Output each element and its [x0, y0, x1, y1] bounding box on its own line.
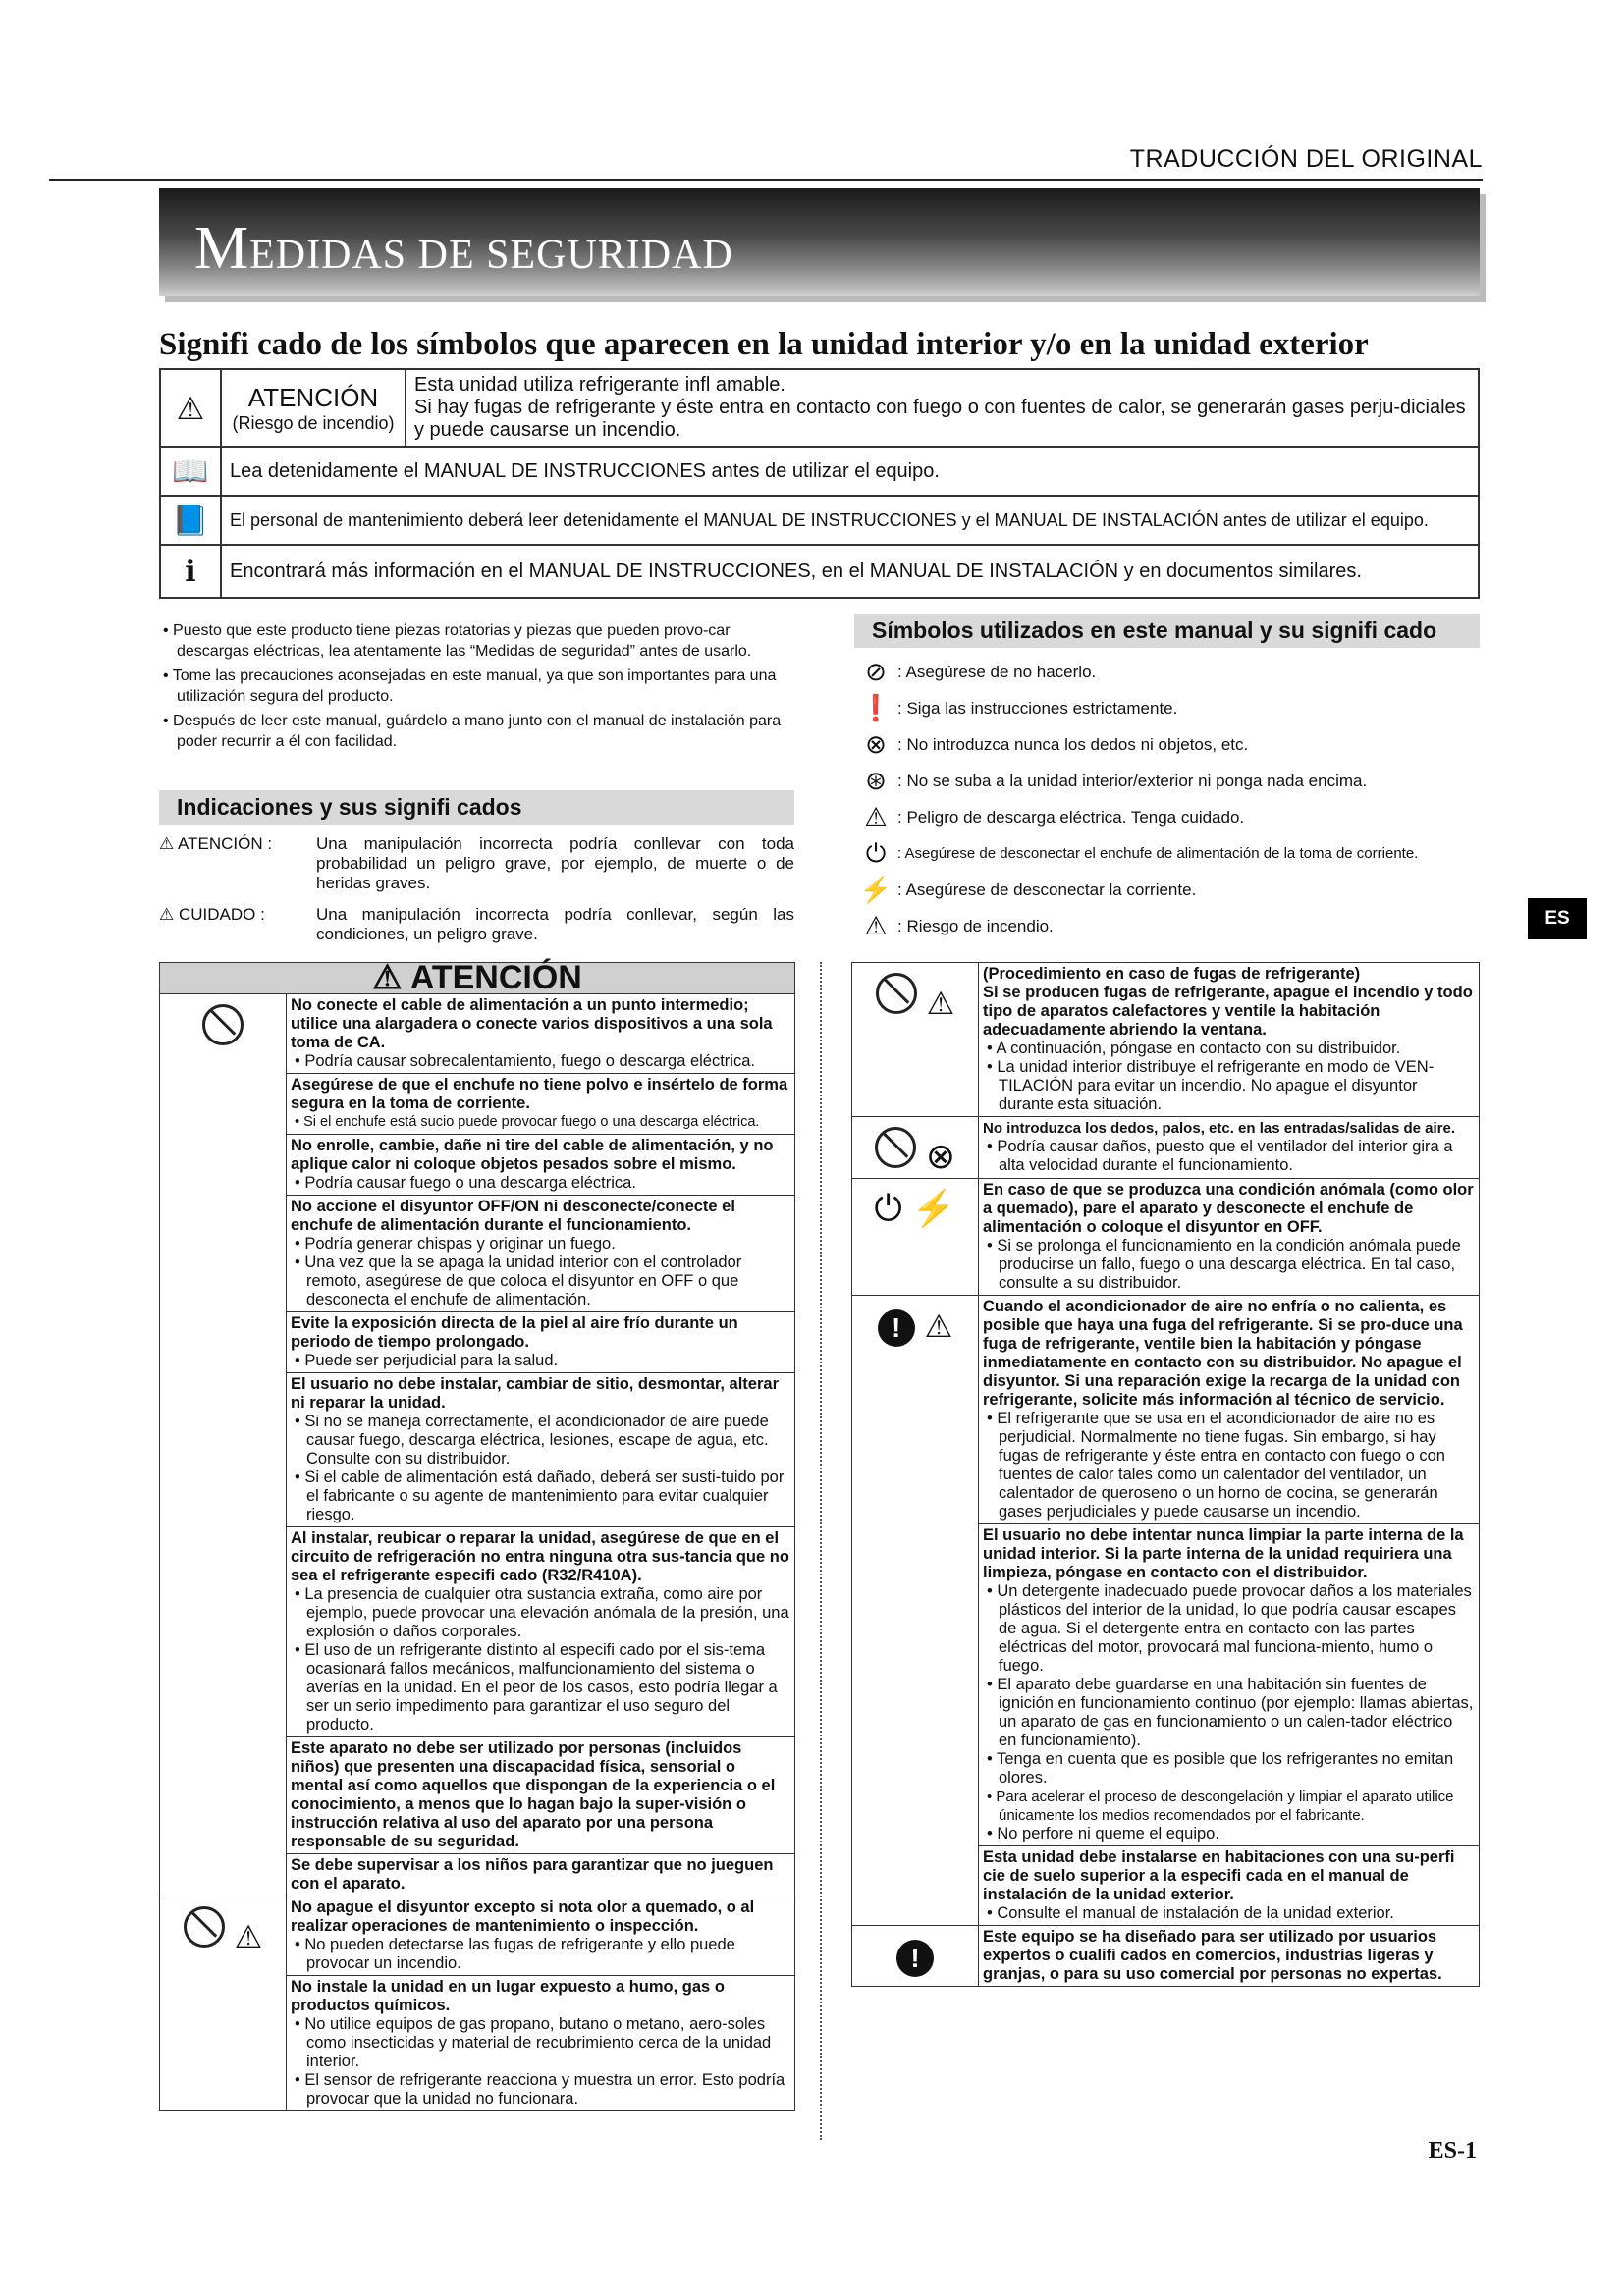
prohibited-fire-icons: ⚠ [160, 1896, 287, 2111]
row1-line2: Si hay fugas de refrigerante y éste entra en contacto con fuego o con fuentes de calor, se generarán gases perju-diciales y puede causarse un incendio. [414, 397, 1466, 441]
page-title: MEDIDAS DE SEGURIDAD [194, 215, 733, 282]
symbol-row: ⏻ : Asegúrese de desconectar el enchufe de alimentación de la toma de corriente. [854, 835, 1480, 872]
atencion-label: ATENCIÓN [247, 382, 379, 412]
bullet: • Tome las precauciones aconsejadas en este manual, ya que son importantes para una utilización segura del producto. [163, 667, 777, 705]
symbol-row: ⊗ : No introduzca nunca los dedos ni objetos, etc. [854, 726, 1480, 763]
row2-text: Lea detenidamente el MANUAL DE INSTRUCCIONES antes de utilizar el equipo. [221, 447, 1479, 496]
warning-item: Evite la exposición directa de la piel al aire frío durante un periodo de tiempo prolongado. • Puede ser perjudicial para la salud. [287, 1312, 795, 1373]
page-number: ES-1 [1428, 2138, 1477, 2163]
row1-line1: Esta unidad utiliza refrigerante infl amable. [414, 374, 785, 396]
header-rule [49, 179, 1483, 181]
mandatory-icon: ! [852, 1926, 979, 1987]
no-step-icon: ⊛ [865, 766, 887, 795]
riesgo-label: (Riesgo de incendio) [232, 412, 395, 433]
mandatory-icon: ❗ [859, 693, 893, 722]
manual-symbols-list [854, 654, 1480, 944]
unplug-disconnect-icons: ⏻ ⚡ [852, 1179, 979, 1296]
title-banner [159, 188, 1480, 296]
indications-title: Indicaciones y sus signifi cados [159, 790, 794, 825]
atencion-indicator: ⚠ ATENCIÓN : [159, 834, 273, 853]
bullet: • Puesto que este producto tiene piezas rotatorias y piezas que pueden provo-car descargas eléctricas, lea atentamente las “Medidas de seguridad” antes de usarlo. [163, 622, 752, 660]
warning-item: No conecte el cable de alimentación a un punto intermedio; utilice una alargadera o conecte varios dispositivos a una sola toma de CA. • Podría causar sobrecalentamiento, fuego o descarga eléctrica. [287, 994, 795, 1074]
warning-item: No instale la unidad en un lugar expuesto a humo, gas o productos químicos. • No utilice equipos de gas propano, butano o metano, aero-soles como insecticidas y material de recubrimiento cerca de la unidad interior. • El sensor de refrigerante reacciona y muestra un error. Esto podría provocar que la unidad no funcionara. [287, 1976, 795, 2111]
warning-item: Al instalar, reubicar o reparar la unidad, asegúrese de que en el circuito de refrigeración no entra ninguna otra sus-tancia que no sea el refrigerante especifi cado (R32/R410A). • La presencia de cualquier otra sustancia extraña, como aire por ejemplo, puede provocar una elevación anómala de la presión, una explosión o daños corporales. • El uso de un refrigerante distinto al especifi cado por el sis-tema ocasionará fallos mecánicos, malfuncionamiento del sistema o averías en la unidad. En el peor de los casos, esto podría llegar a ser un serio impedimento para garantizar el uso seguro del producto. [287, 1527, 795, 1737]
warning-item: No apague el disyuntor excepto si nota olor a quemado, o al realizar operaciones de mantenimiento o inspección. • No pueden detectarse las fugas de refrigerante y ello puede provocar un incendio. [287, 1896, 795, 1976]
prohibited-no-fingers-icons: ⊗ [852, 1117, 979, 1179]
symbol-row: ❗ : Siga las instrucciones estrictamente. [854, 690, 1480, 726]
fire-risk-icon: ⚠ [864, 911, 888, 940]
prohibited-icon: ⊘ [865, 657, 887, 686]
symbol-row: ⚡ : Asegúrese de desconectar la corriente. [854, 872, 1480, 908]
manual-icon: 📖 [160, 447, 221, 496]
mandatory-fire-icons: ! ⚠ [852, 1296, 979, 1926]
cuidado-desc: Una manipulación incorrecta podría conllevar, según las condiciones, un peligro grave. [316, 905, 794, 943]
indications-section [159, 790, 794, 944]
warning-item: Cuando el acondicionador de aire no enfría o no calienta, es posible que haya una fuga del refrigerante. Si se pro-duce una fuga de refrigerante, ventile bien la habitación y póngase inmediatamente en contacto con su distribuidor. No apague el disyuntor. Si una reparación exige la recarga de la unidad con refrigerante, solicite más información al técnico de servicio. • El refrigerante que se usa en el acondicionador de aire no es perjudicial. Normalmente no tiene fugas. Sin embargo, si hay fugas de refrigerante y éste entra en contacto con fuego o con fuentes de calor tales como un calentador del ventilador, un calentador de queroseno o un horno de cocina, se generarán gases perjudiciales y puede causarse un incendio. [979, 1296, 1480, 1524]
warning-item: No enrolle, cambie, dañe ni tire del cable de alimentación, y no aplique calor ni coloque objetos pesados sobre el mismo. • Podría causar fuego o una descarga eléctrica. [287, 1135, 795, 1196]
warning-item: El usuario no debe intentar nunca limpiar la parte interna de la unidad interior. Si la parte interna de la unidad requiriera una limpieza, póngase en contacto con el distribuidor. • Un detergente inadecuado puede provocar daños a los materiales plásticos del interior de la unidad, lo que podría causar escapes de agua. Si el detergente entra en contacto con las partes eléctricas del motor, provocará mal funciona-miento, humo o fuego. • El aparato debe guardarse en una habitación sin fuentes de ignición en funcionamiento continuo (por ejemplo: llamas abiertas, un aparato de gas en funcionamiento o un calen-tador eléctrico en funcionamiento). • Tenga en cuenta que es posible que los refrigerantes no emitan olores. • Para acelerar el proceso de descongelación y limpiar el aparato utilice únicamente los medios recomendados por el fabricante. • No perfore ni queme el equipo. [979, 1524, 1480, 1846]
atencion-heading: ⚠ ATENCIÓN [160, 963, 795, 994]
atencion-table-left [159, 959, 795, 2111]
warning-item: Este aparato no debe ser utilizado por personas (incluidos niños) que presenten una discapacidad física, sensorial o mental así como aquellos que dispongan de la experiencia o el conocimiento, a menos que lo hagan bajo la super-visión o instrucción relativa al uso del aparato por una persona responsable de su seguridad. [287, 1737, 795, 1854]
row3-text: El personal de mantenimiento deberá leer detenidamente el MANUAL DE INSTRUCCIONES y el MANUAL DE INSTALACIÓN antes de utilizar el equipo. [221, 496, 1479, 545]
warning-item: Asegúrese de que el enchufe no tiene polvo e insértelo de forma segura en la toma de corriente. • Si el enchufe está sucio puede provocar fuego o una descarga eléctrica. [287, 1074, 795, 1135]
warning-item: Esta unidad debe instalarse en habitaciones con una su-perfi cie de suelo superior a la especifi cada en el manual de instalación de la unidad exterior. • Consulte el manual de instalación de la unidad exterior. [979, 1846, 1480, 1926]
prohibited-fire-icons: ⚠ [852, 963, 979, 1117]
bullet: • Después de leer este manual, guárdelo a mano junto con el manual de instalación para poder recurrir a él con facilidad. [163, 713, 782, 750]
warning-item: (Procedimiento en caso de fugas de refrigerante) Si se producen fugas de refrigerante, apague el incendio y todo tipo de aparatos calefactores y ventile la habitación adecuadamente abriendo la ventana. • A continuación, póngase en contacto con su distribuidor. • La unidad interior distribuye el refrigerante en modo de VEN-TILACIÓN para evitar un incendio. No apague el disyuntor durante esta situación. [979, 963, 1480, 1117]
symbol-row: ⊘ : Asegúrese de no hacerlo. [854, 654, 1480, 690]
info-book-icon: ℹ [160, 545, 221, 598]
warning-item: Se debe supervisar a los niños para garantizar que no jueguen con el aparato. [287, 1854, 795, 1896]
symbols-table [159, 368, 1480, 599]
column-divider [820, 962, 822, 2140]
symbols-heading: Signifi cado de los símbolos que aparecen en la unidad interior y/o en la unidad exterior [159, 327, 1369, 362]
service-manual-icon: 📘 [160, 496, 221, 545]
disconnect-icon: ⚡ [859, 875, 893, 904]
symbol-row: ⊛ : No se suba a la unidad interior/exterior ni ponga nada encima. [854, 763, 1480, 799]
manual-symbols-title-bar [854, 614, 1480, 648]
manual-symbols-title: Símbolos utilizados en este manual y su signifi cado [854, 614, 1480, 648]
symbol-row: ⚠ : Peligro de descarga eléctrica. Tenga cuidado. [854, 799, 1480, 835]
row4-text: Encontrará más información en el MANUAL DE INSTRUCCIONES, en el MANUAL DE INSTALACIÓN y en documentos similares. [221, 545, 1479, 598]
electric-shock-icon: ⚠ [864, 802, 888, 831]
cuidado-indicator: ⚠ CUIDADO : [159, 905, 265, 924]
warning-item: No introduzca los dedos, palos, etc. en las entradas/salidas de aire. • Podría causar daños, puesto que el ventilador del interior gira a alta velocidad durante el funcionamiento. [979, 1117, 1480, 1179]
prohibited-icon [160, 994, 287, 1896]
fire-warning-icon: ⚠ [160, 369, 221, 447]
unplug-icon: ⏻ [865, 837, 887, 868]
header-text: TRADUCCIÓN DEL ORIGINAL [1129, 145, 1483, 173]
language-tab: ES [1528, 898, 1587, 939]
intro-bullets [159, 620, 787, 756]
warning-item: El usuario no debe instalar, cambiar de sitio, desmontar, alterar ni reparar la unidad. • Si no se maneja correctamente, el acondicionador de aire puede causar fuego, descarga eléctrica, lesiones, escape de agua, etc. Consulte con su distribuidor. • Si el cable de alimentación está dañado, deberá ser susti-tuido por el fabricante o su agente de mantenimiento para evitar cualquier riesgo. [287, 1373, 795, 1527]
atencion-table-right [851, 962, 1480, 1987]
symbol-row: ⚠ : Riesgo de incendio. [854, 908, 1480, 944]
warning-item: Este equipo se ha diseñado para ser utilizado por usuarios expertos o cualifi cados en comercios, industrias ligeras y granjas, o para su uso comercial por personas no expertas. [979, 1926, 1480, 1987]
atencion-desc: Una manipulación incorrecta podría conllevar con toda probabilidad un peligro grave, por ejemplo, de muerte o de heridas graves. [316, 834, 794, 892]
warning-item: En caso de que se produzca una condición anómala (como olor a quemado), pare el aparato y desconecte el enchufe de alimentación o coloque el disyuntor en OFF. • Si se prolonga el funcionamiento en la condición anómala puede producirse un fallo, fuego o una descarga eléctrica. En tal caso, consulte a su distribuidor. [979, 1179, 1480, 1296]
warning-item: No accione el disyuntor OFF/ON ni desconecte/conecte el enchufe de alimentación durante el funcionamiento. • Podría generar chispas y originar un fuego. • Una vez que la se apaga la unidad interior con el controlador remoto, asegúrese de que coloca el disyuntor en OFF o que desconecta el enchufe de alimentación. [287, 1196, 795, 1312]
no-fingers-icon: ⊗ [865, 729, 887, 759]
